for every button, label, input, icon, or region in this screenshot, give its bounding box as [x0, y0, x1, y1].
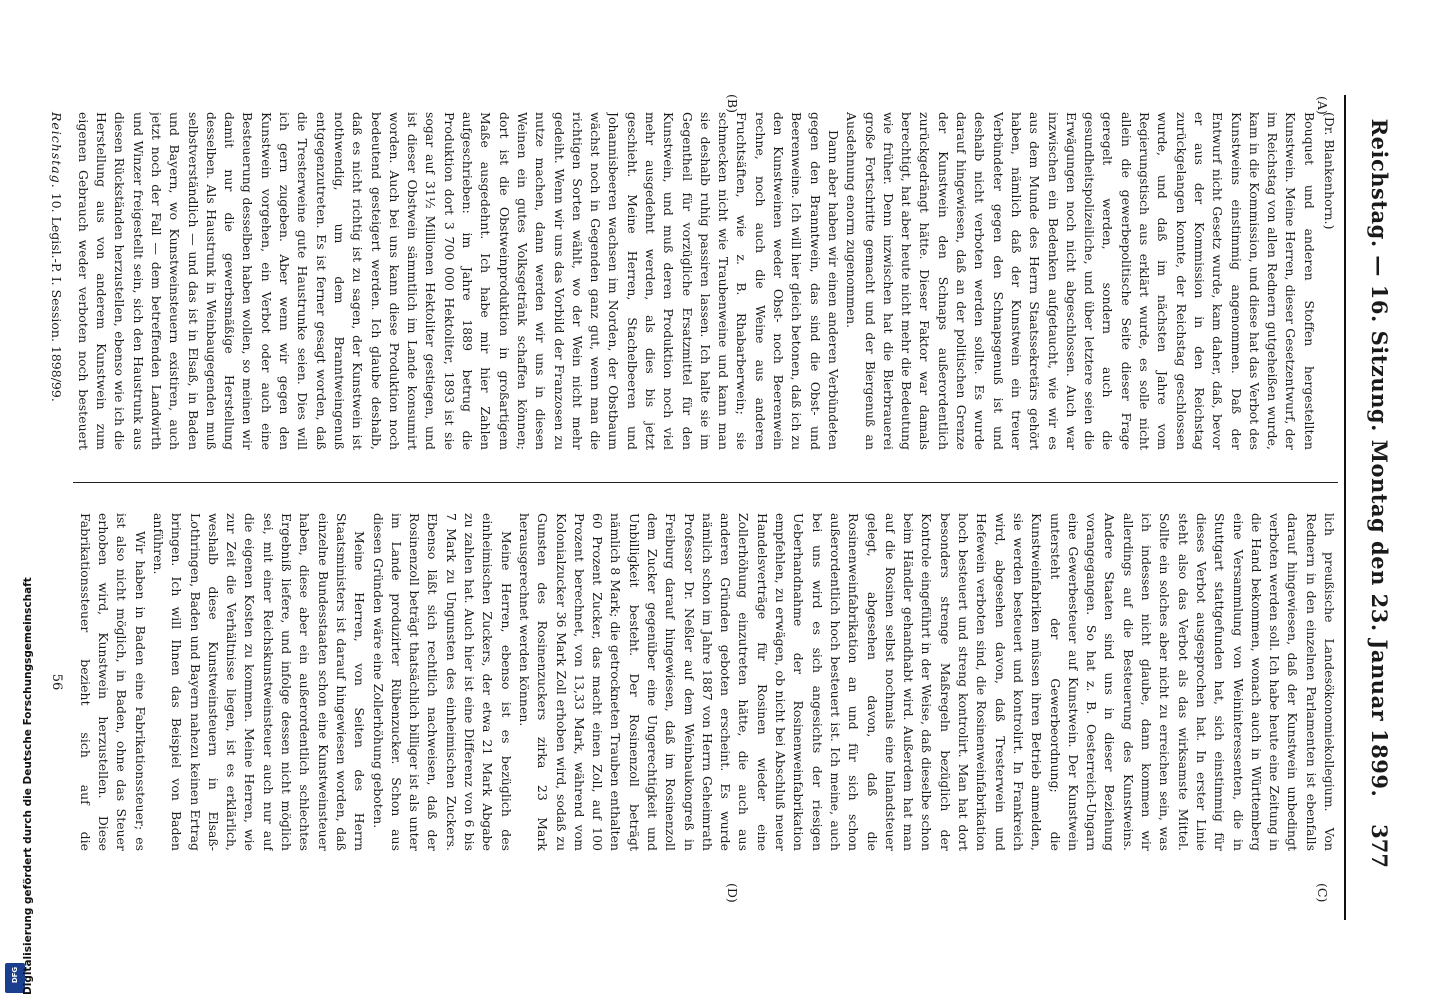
digitization-credit-text: Digitalisierung gefördert durch die Deutsche Forschungsgemeinschaft — [22, 577, 34, 995]
footer-publication — [49, 112, 64, 450]
paragraph: Meine Herren, ebenso ist es bezüglich des einheimischen Zuckers, der etwa 21 Mark Abgabe zu zahlen hat. Auch hier ist eine Differenz von 6 bis 7 Mark zu Ungunsten des einheimischen Zuckers. Ebenso läßt sich rechtlich nachweisen, daß der Rosinenzoll beträgt thatsächlich billiger ist als unter im Lande produzirter Rübenzucker. Schon aus diesen Gründen wäre eine Zollerhöhung geboten. — [370, 513, 514, 851]
header-rule — [1344, 95, 1346, 920]
footer-publication-name: Reichstag. — [49, 112, 64, 189]
running-title: Reichstag. — 16. Sitzung. Montag den 23. Januar 1899. — [1367, 118, 1392, 798]
footer-session: 10. Legisl.-P. I. Session. 1898/99. — [49, 192, 64, 402]
dfg-logo: DFG — [5, 963, 25, 993]
margin-marker-b: (B) — [725, 94, 740, 113]
page-header — [1356, 118, 1396, 868]
footer-sheet-number: 56 — [49, 673, 64, 691]
page-number: 377 — [1367, 824, 1392, 868]
column-divider — [73, 482, 1338, 483]
paragraph: Bouquet und anderen Stoffen hergestellten Kunstwein. Meine Herren, dieser Gesetzentwurf, der im Reichstag von allen Rednern gutgeheißen wurde, kam in die Kommission, und diese hat das Verbot des Kunstweins einstimmig angenommen. Daß der Entwurf nicht Gesetz wurde, kam daher, daß, bevor er aus der Kommission in den Reichstag zurückgelangen konnte, der Reichstag geschlossen wurde, und daß im nächsten Jahre vom Regierungstisch aus erklärt wurde, es solle nicht allein die gewerbepolitische Seite dieser Frage geregelt werden, sondern auch die gesundheitspolizeiliche, und über letztere seien die Erwägungen noch nicht abgeschlossen. Auch war inzwischen ein Bedenken aufgetaucht, wie wir es aus dem Munde des Herrn Staatssekretärs gehört haben, nämlich daß der Kunstwein ein treuer Verbündeter gegen den Schnapsgenuß ist und deshalb nicht verboten werden sollte. Es wurde darauf hingewiesen, daß an der politischen Grenze der Kunstwein den Schnaps außerordentlich zurückgedrängt hätte. Dieser Faktor war damals berechtigt, hat aber heute nicht mehr die Bedeutung wie früher. Denn inzwischen hat die Bierbrauerei große Fortschritte gemacht und der Biergenuß an Ausdehnung enorm zugenommen. — [844, 112, 1317, 450]
paragraph: Meine Herren, von Seiten des Herrn Staatsministers ist darauf hingewiesen worden, daß einzelne Bundesstaaten schon eine Kunstweinsteuer haben, diese aber ein außerordentlich schlechtes Ergebniß liefere, und infolge dessen nicht möglich sei, mit einer Reichskunstweinsteuer auch nur auf die eigenen Kosten zu kommen. Meine Herren, wie zur Zeit die Verhältnisse liegen, ist es erklärlich, weshalb diese Kunstweinsteuern in Elsaß-Lothringen, Baden und Bayern nahezu keinen Ertrag bringen. Ich will Ihnen das Beispiel von Baden anführen. — [151, 513, 368, 851]
margin-marker-d: (D) — [725, 883, 740, 903]
right-column — [73, 513, 1338, 851]
paragraph: Wir haben in Baden eine Fabrikationssteuer; es ist also nicht möglich, in Baden, ohne das Steuer erhoben wird, Kunstwein herzustellen. Diese Fabrikationssteuer bezieht sich auf die — [77, 513, 148, 851]
left-column — [73, 112, 1338, 450]
paragraph: Dann aber haben wir einen anderen Verbündeten gegen den Branntwein, das sind die Obst- und Beerenweine. Ich will hier gleich betonen, daß ich zu den Kunstweinen weder Obst- noch Beerenwein rechne, noch auch die Weine aus anderen Fruchtsäften, wie z. B. Rhabarberwein; sie schmecken nicht wie Traubenweine und kann man sie deshalb ruhig passiren lassen. Ich halte sie im Gegentheil für vorzügliche Ersatzmittel für den Kunstwein, und muß deren Produktion noch viel mehr ausgedehnt werden, als dies bis jetzt geschieht. Meine Herren, Stachelbeeren und Johannisbeeren wachsen im Norden, der Obstbaum wächst noch in Gegenden ganz gut, wenn man die richtigen Sorten wählt, wo der Wein nicht mehr gedeiht. Wenn wir uns das Vorbild der Franzosen zu nutze machen, dann werden wir uns in diesen Weinen ein gutes Volksgetränk schaffen können; dort ist die Obstweinproduktion in großartigem Maße ausgedehnt. Ich habe mir hier Zahlen aufgeschrieben: im Jahre 1889 betrug die Produktion dort 3 700 000 Hektoliter, 1893 ist sie sogar auf 31½ Millionen Hektoliter gestiegen, und ist dieser Obstwein sämmtlich im Lande konsumirt worden. Auch bei uns kann diese Produktion noch bedeutend gesteigert werden. Ich glaube deshalb, daß es nicht richtig ist zu sagen, der Kunstwein ist nothwendig, um dem Branntweingenuß entgegenzutreten. Es ist ferner gesagt worden, daß die Tresterweine gute Haustrunke seien. Dies will ich gern zugeben. Aber wenn wir gegen den Kunstwein vorgehen, ein Verbot oder auch eine Besteuerung desselben haben wollen, so meinen wir damit nur die gewerbsmäßige Herstellung desselben. Als Haustrunk in Weinbaugegenden muß selbstverständlich — und das ist in Elsaß, in Baden und Bayern, wo Kunstweinsteuern existiren, auch jetzt noch der Fall — dem betreffenden Landwirth und Winzer freigestellt sein, sich den Haustrunk aus diesen Rückständen herzustellen, ebenso wie ich die Herstellung aus von anderem Kunstwein zum eigenen Gebrauch weder verboten noch besteuert — [75, 112, 841, 450]
paragraph: lich preußische Landesökonomiekollegium. Von Rednern in den einzelnen Parlamenten ist ebenfalls darauf hingewiesen, daß der Kunstwein unbedingt verboten werden soll. Ich habe heute eine Zeitung in die Hand bekommen, wonach auch in Württemberg eine Versammlung von Weininteressenten, die in Stuttgart stattgefunden hat, sich einstimmig für dieses Verbot ausgesprochen hat. In erster Linie steht also das Verbot als das wirksamste Mittel. Sollte ein solches aber nicht zu erreichen sein, was ich indessen nicht glaube, dann kommen wir allerdings auf die Besteuerung des Kunstweins. Andere Staaten sind uns in dieser Beziehung vorangegangen. So hat z. B. Oesterreich-Ungarn eine Gewerbesteuer auf Kunstwein. Der Kunstwein untersteht der Gewerbeordnung; die Kunstweinfabriken müssen ihren Betrieb anmelden, sie werden besteuert und kontrolirt. In Frankreich wird, abgesehen davon, daß Tresterwein und Hefewein verboten sind, die Rosinenweinfabrikation hoch besteuert und streng kontrolirt. Man hat dort besonders strenge Maßregeln bezüglich der Kontrole eingeführt in der Weise, daß dieselbe schon beim Händler gehandhabt wird. Außerdem hat man auf die Rosinen selbst nochmals eine Inlandsteuer gelegt, abgesehen davon, daß die Rosinenweinfabrikation an und für sich schon außerordentlich hoch besteuert ist. Ich meine, auch bei uns wird es sich angesichts der riesigen Ueberhandnahme der Rosinenweinfabrikation empfehlen, zu erwägen, ob nicht bei Abschluß neuer Handelsverträge für Rosinen wieder eine Zollerhöhung einzutreten hätte, die auch aus anderen Gründen geboten erscheint. Es wurde nämlich schon im Jahre 1887 von Herrn Geheimrath Professor Dr. Neßler auf dem Weinbaukongreß in Freiburg darauf hingewiesen, daß im Rosinenzoll dem Zucker gegenüber eine Ungerechtigkeit und Unbilligkeit besteht. Der Rosinenzoll beträgt nämlich 8 Mark; die getrockneten Trauben enthalten 60 Prozent Zucker, das macht einen Zoll, auf 100 Prozent berechnet, von 13,33 Mark, während vom Kolonialzucker 36 Mark Zoll erhoben wird, sodaß zu Gunsten des Rosinenzuckers zirka 23 Mark herausgerechnet werden können. — [516, 513, 1337, 851]
margin-marker-a: (A) — [1315, 96, 1330, 115]
margin-marker-c: (C) — [1315, 883, 1330, 903]
speaker-name: (Dr. Blankenhorn.) — [1322, 112, 1337, 230]
